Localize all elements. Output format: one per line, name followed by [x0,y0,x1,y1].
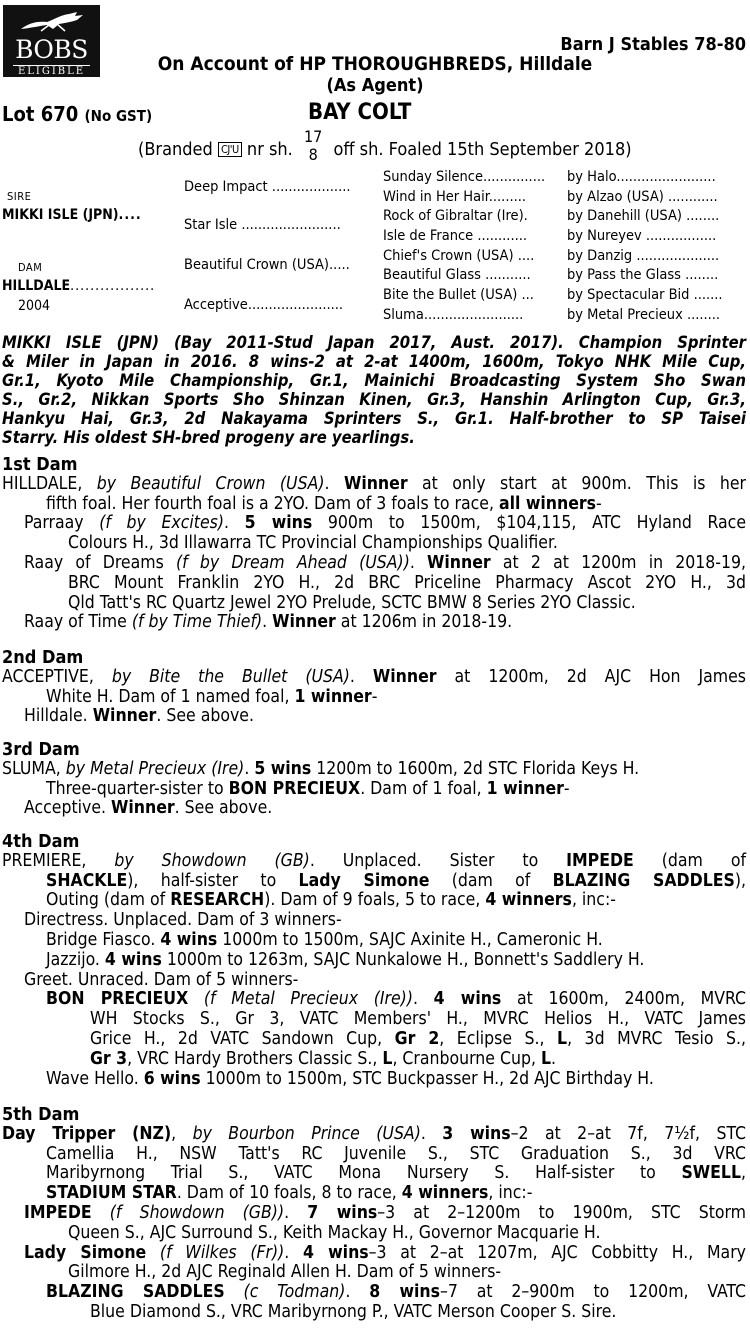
horse-icon [17,11,87,33]
sire-label [7,189,31,203]
text-fragment: Winner [92,706,157,727]
text-fragment: –2 at 2–at 7f, 7½f, STC [510,1123,747,1144]
text-fragment: 1 winner [486,778,564,799]
text-fragment: White H. Dam of 1 named foal, [46,686,295,707]
text-line: Colours H., 3d Illawarra TC Provincial Championships Qualifier. [68,533,558,554]
text-fragment: Winner [111,798,175,819]
text-fragment: MIKKI ISLE (JPN) [2,207,119,223]
text-fragment: RESEARCH [170,890,265,911]
text-fragment: by Metal Precieux (Ire) [65,758,245,779]
text-fragment: Acceptive. [24,798,112,819]
brand-fraction [304,128,322,164]
text-fragment: 5 wins [244,513,313,534]
text-fragment: HILLDALE [2,278,71,294]
text-line [2,891,746,911]
text-fragment: by Beautiful Crown (USA) [96,473,325,494]
text-fragment: Maribyrnong Trial S., VATC Mona Nursery S. Half-sister to [46,1163,682,1184]
brand-description [138,127,632,168]
gen3-7: Bite the Bullet (USA) ... [383,287,534,303]
text-line [2,1070,746,1090]
logo-main-text: BOBS [15,35,88,64]
text-line [2,931,746,951]
text-line [2,495,746,515]
text-fragment: 4 wins [104,949,162,970]
brand-numerator: 17 [303,127,323,146]
gen3-1: Sunday Silence............... [383,169,546,185]
text-fragment: by Nureyev [567,228,642,244]
text-fragment: SLUMA, [2,758,66,779]
section-heading: 3rd Dam [2,739,80,760]
section-heading: 4th Dam [2,831,80,852]
text-fragment: all winners [498,493,597,514]
text-fragment: Raay of Time [24,612,132,633]
text-fragment: at 1206m in 2018-19. [335,612,513,633]
text-fragment: 8 wins [369,1282,441,1303]
text-fragment: . Dam of 1 foal, [360,778,487,799]
text-fragment: . [324,473,344,494]
text-fragment: - [371,686,378,707]
text-fragment: by Pass the Glass [567,267,681,283]
text-fragment: by Spectacular Bid [567,287,690,303]
text-fragment: . [345,1282,370,1303]
text-fragment: Lady Simone [24,1242,147,1263]
text-fragment: 4 wins [160,929,218,950]
text-fragment: Rock of Gibraltar (Ire). [383,208,528,224]
text-fragment: 1 winner [294,686,372,707]
text-fragment: . [412,989,434,1010]
text-fragment: . [224,513,245,534]
intro-line: Starry. His oldest SH-bred progeny are yearlings. [2,428,415,447]
text-fragment: DAM [18,261,43,274]
text-fragment: (f by Excites) [99,513,224,534]
text-fragment: (dam of [429,870,553,891]
text-fragment: Winner [372,666,437,687]
text-fragment: Deep Impact [184,179,268,195]
text-fragment: by Danehill (USA) [567,208,682,224]
gen3-8: Sluma........................ [383,307,524,323]
barn-location: Barn J Stables 78-80 [560,34,746,55]
text-fragment [188,989,204,1009]
text-line: WH Stocks S., Gr 3, VATC Members' H., MVRC Helios H., VATC James [90,1009,746,1030]
intro-line: & Miler in Japan in 2016. 8 wins-2 at 2-at 1400m, 1600m, Tokyo NHK Mile Cup, [2,352,746,371]
vendor-account: On Account of HP THOROUGHBREDS, Hilldale [157,53,593,75]
text-fragment [225,1282,244,1302]
text-line [2,1283,746,1303]
text-fragment: 1000m to 1500m, STC Buckpasser H., 2d AJC Birthday H. [200,1068,654,1089]
text-fragment: Winner [272,612,336,633]
text-line: Blue Diamond S., VRC Maribyrnong P., VATC Merson Cooper S. Sire. [90,1301,617,1322]
text-fragment: by Alzao (USA) [567,189,664,205]
intro-line: MIKKI ISLE (JPN) (Bay 2011-Stud Japan 2017, Aust. 2017). Champion Sprinter [2,333,746,352]
text-line [2,554,746,574]
text-line [2,668,746,688]
text-fragment: Beautiful Glass [383,267,481,283]
text-fragment: at 1600m, 2400m, MVRC [501,989,747,1010]
text-line: Greet. Unraced. Dam of 5 winners- [24,969,299,990]
lot-number [2,102,152,126]
text-fragment: . [349,666,373,687]
text-fragment: 6 wins [143,1068,201,1089]
text-fragment: - [563,778,570,799]
text-fragment: , inc:- [571,890,616,911]
text-line [2,613,746,633]
text-line: Qld Tatt's RC Quartz Jewel 2YO Prelude, SCTC BMW 8 Series 2YO Classic. [68,592,636,613]
gen4-7: by Spectacular Bid ....... [567,287,723,303]
text-line [2,1204,746,1224]
gen2-sire-dam: Star Isle ........................ [184,217,341,233]
text-fragment: , Cranbourne Cup, [392,1048,541,1069]
text-fragment: (f Metal Precieux (Ire)) [203,989,413,1010]
text-fragment: 1000m to 1500m, SAJC Axinite H., Cameronic H. [217,929,603,950]
brand-pre: (Branded [138,139,213,160]
text-line [2,1050,746,1070]
text-fragment: Gr 3 [90,1048,128,1069]
text-fragment: 3 wins [442,1123,511,1144]
text-fragment: . [284,1202,308,1223]
text-fragment: 4 wins [303,1242,369,1263]
text-line: Camellia H., NSW Tatt's RC Juvenile S., STC Graduation S., 3d VRC [46,1143,746,1164]
text-fragment: Winner [343,473,408,494]
gen2-dam-sire: Beautiful Crown (USA)..... [184,257,350,273]
text-fragment: Wave Hello. [46,1068,144,1089]
text-fragment: L [557,1028,568,1049]
text-fragment: by Showdown (GB) [114,850,310,871]
text-fragment: , [171,1123,193,1144]
fifth-dam-section [2,1105,746,1323]
gen2-dam-dam: Acceptive....................... [184,297,344,313]
text-fragment: (f Showdown (GB)) [109,1202,285,1223]
text-line [2,990,746,1010]
text-fragment: 4 winners [485,890,572,911]
sire-name: MIKKI ISLE (JPN).... [2,207,142,223]
text-fragment: Day Tripper (NZ) [2,1123,172,1144]
text-fragment: , [741,1163,746,1184]
gen4-5: by Danzig .................... [567,248,720,264]
text-fragment: by Metal Precieux [567,307,683,323]
text-line [2,1125,746,1145]
brand-post: off sh. Foaled 15th September 2018) [333,139,632,160]
text-fragment: Winner [427,552,491,573]
text-fragment: at 1200m, 2d AJC Hon James [436,666,747,687]
text-line [2,1244,746,1264]
text-fragment: ). Dam of 9 foals, 5 to race, [264,890,486,911]
text-fragment: IMPEDE [24,1202,92,1223]
text-line [2,872,746,892]
text-line: Gilmore H., 2d AJC Reginald Allen H. Dam of 5 winners- [68,1262,502,1283]
text-fragment: 4 winners [401,1183,489,1204]
text-fragment: by Bourbon Prince (USA) [192,1123,421,1144]
third-dam-section [2,740,746,819]
text-fragment: . Dam of 10 foals, 8 to race, [176,1183,402,1204]
text-fragment: SIRE [7,190,32,203]
text-fragment [92,1203,110,1223]
text-fragment: Raay of Dreams [24,552,176,573]
dam-name: HILLDALE................. [2,278,156,294]
intro-line: Hankyu Hai, Gr.3, 2d Nakayama Sprinters S., Gr.1. Half-brother to SP Taisei [2,409,746,428]
gen3-5: Chief's Crown (USA) .... [383,248,535,264]
gst-note: (No GST) [84,107,153,125]
text-line: Queen S., AJC Surround S., Keith Mackay H., Governor Macquarie H. [68,1222,601,1243]
text-fragment: Isle de France [383,228,474,244]
text-fragment: . See above. [156,706,254,727]
text-fragment: (f by Time Thief) [131,612,263,633]
text-fragment [146,1243,160,1263]
agent-note: (As Agent) [326,75,424,96]
text-fragment: ), [734,870,746,891]
text-fragment: BLAZING SADDLES [552,870,735,891]
text-line [2,799,746,819]
fourth-dam-section [2,832,746,1089]
text-line [2,1030,746,1050]
text-fragment: 1200m to 1600m, 2d STC Florida Keys H. [311,758,640,779]
text-line: Directress. Unplaced. Dam of 3 winners- [24,910,342,931]
text-fragment: IMPEDE [566,850,634,871]
second-dam-section [2,648,746,727]
logo-sub-text: ELIGIBLE [13,65,90,77]
text-fragment: , inc:- [488,1183,533,1204]
text-fragment: L [382,1048,393,1069]
text-fragment: . [409,552,428,573]
gen4-2: by Alzao (USA) ............ [567,189,718,205]
text-fragment: Bridge Fiasco. [46,929,161,950]
text-fragment: . [551,1048,556,1069]
text-line [2,951,746,971]
text-fragment: ), half-sister to [127,870,299,891]
text-fragment: Chief's Crown (USA) [383,248,514,264]
section-heading: 5th Dam [2,1104,80,1125]
gen4-4: by Nureyev ................. [567,228,717,244]
text-fragment: Star Isle [184,217,238,233]
text-fragment: . [284,1242,303,1263]
text-fragment: . [262,612,273,633]
brand-mark-icon: CJ'U [218,142,242,157]
text-fragment: . [244,758,255,779]
text-fragment: 7 wins [307,1202,378,1223]
gen3-3 [383,208,528,224]
text-fragment: Jazzijo. [46,949,105,970]
text-fragment: Sunday Silence [383,169,483,185]
page-title: BAY COLT [308,100,412,125]
dam-label [18,260,42,274]
text-fragment: BON PRECIEUX [46,989,189,1010]
gen2-sire-sire: Deep Impact ................... [184,179,351,195]
text-fragment: –3 at 2–1200m to 1900m, STC Storm [377,1202,747,1223]
text-fragment: Parraay [24,513,100,534]
text-fragment: Bite the Bullet (USA) [383,287,518,303]
dam-year: 2004 [18,298,51,314]
text-fragment: by Danzig [567,248,633,264]
text-fragment: BLAZING SADDLES [46,1282,225,1303]
text-fragment: at only start at 900m. This is her [407,473,747,494]
text-fragment: Grice H., 2d VATC Sandown Cup, [90,1028,395,1049]
text-fragment: Sluma [383,307,424,323]
text-fragment: , VRC Hardy Brothers Classic S., [127,1048,383,1069]
text-fragment: 900m to 1500m, $104,115, ATC Hyland Race [312,513,747,534]
text-fragment: Hilldale. [24,706,93,727]
text-fragment: Gr 2 [394,1028,440,1049]
text-line [2,707,746,727]
text-line [2,688,746,708]
text-line [2,514,746,534]
text-fragment: , 3d MVRC Tesio S., [567,1028,747,1049]
text-fragment: 1000m to 1263m, SAJC Nunkalowe H., Bonnett's Saddlery H. [161,949,645,970]
text-fragment: Acceptive [184,297,248,313]
intro-line: S., Gr.2, Nikkan Sports Sho Shinzan Kinen, Gr.3, Hanshin Arlington Cup, Gr.3, [2,390,746,409]
text-fragment: BON PRECIEUX [228,778,361,799]
text-line [2,475,746,495]
text-fragment: Beautiful Crown (USA) [184,257,330,273]
text-fragment: Lady Simone [298,870,430,891]
text-fragment: - [596,493,602,514]
text-fragment: . See above. [174,798,273,819]
text-fragment: (c Todman) [243,1282,346,1303]
brand-mid: nr sh. [246,139,293,160]
text-fragment: Wind in Her Hair [383,189,489,205]
first-dam-section [2,455,746,633]
text-fragment: SHACKLE [46,870,128,891]
brand-denominator: 8 [308,145,318,164]
text-fragment: SWELL [681,1163,741,1184]
text-line [2,1164,746,1184]
text-line [2,760,746,780]
gen3-6: Beautiful Glass ........... [383,267,531,283]
text-fragment: (f by Dream Ahead (USA)) [176,552,410,573]
text-fragment: –7 at 2–900m to 1200m, VATC [440,1282,747,1303]
text-fragment: HILLDALE, [2,473,97,494]
gen4-8: by Metal Precieux ........ [567,307,721,323]
text-fragment: by Halo [567,169,617,185]
text-fragment: at 2 at 1200m in 2018-19, [490,552,747,573]
text-fragment: Outing (dam of [46,890,171,911]
intro-line: Gr.1, Kyoto Mile Championship, Gr.1, Mainichi Broadcasting System Sho Swan [2,371,746,390]
text-line [2,1184,746,1204]
text-fragment: . [420,1123,443,1144]
sire-summary [2,333,746,447]
text-fragment: ACCEPTIVE, [2,666,112,687]
gen3-2: Wind in Her Hair......... [383,189,527,205]
text-fragment: , Eclipse S., [439,1028,558,1049]
text-fragment: Three-quarter-sister to [46,778,229,799]
text-line [2,852,746,872]
gen4-3: by Danehill (USA) ........ [567,208,720,224]
text-line [2,780,746,800]
text-fragment: 4 wins [433,989,502,1010]
text-fragment: fifth foal. Her fourth foal is a 2YO. Dam of 3 foals to race, [46,493,499,514]
text-fragment: –3 at 2–at 1207m, AJC Cobbitty H., Mary [368,1242,746,1263]
text-fragment: PREMIERE, [2,850,115,871]
section-heading: 2nd Dam [2,647,84,668]
text-fragment: STADIUM STAR [46,1183,177,1204]
text-fragment: (f Wilkes (Fr)) [159,1242,285,1263]
section-heading: 1st Dam [2,454,78,475]
text-line: BRC Mount Franklin 2YO H., 2d BRC Priceline Pharmacy Ascot 2YO H., 3d [68,572,746,593]
gen3-4: Isle de France ............ [383,228,528,244]
gen4-6: by Pass the Glass ........ [567,267,719,283]
text-fragment: . Unplaced. Sister to [309,850,567,871]
lot-label: Lot 670 [2,102,79,126]
text-fragment: by Bite the Bullet (USA) [111,666,350,687]
text-fragment: L [540,1048,551,1069]
gen4-1: by Halo........................ [567,169,716,185]
text-fragment: (dam of [633,850,746,871]
text-fragment: 5 wins [254,758,312,779]
